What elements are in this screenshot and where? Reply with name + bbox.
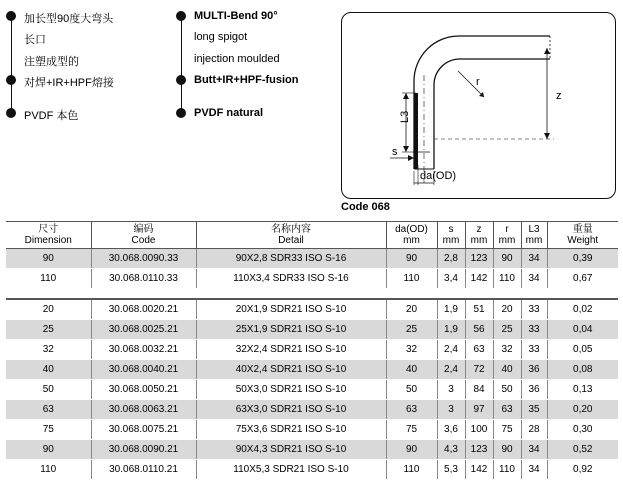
separator-cell	[521, 289, 547, 300]
table-cell: 50X3,0 SDR21 ISO S-10	[196, 380, 386, 400]
column-header-primary: z	[476, 224, 482, 235]
table-cell: 110	[493, 460, 521, 480]
column-header	[465, 222, 493, 249]
table-cell: 90	[386, 440, 437, 460]
table-row	[6, 340, 618, 360]
table-cell: 84	[465, 380, 493, 400]
table-cell: 51	[465, 299, 493, 320]
table-cell: 4,3	[437, 440, 465, 460]
table-cell: 0,13	[547, 380, 618, 400]
l3-label: L3	[399, 110, 411, 123]
bullet-rail	[181, 17, 182, 109]
column-header-secondary: Dimension	[24, 235, 72, 246]
bullet-icon	[176, 11, 186, 21]
table-cell: 75	[493, 420, 521, 440]
table-cell: 40	[493, 360, 521, 380]
column-header-secondary: mm	[525, 235, 543, 246]
table-cell: 33	[521, 320, 547, 340]
separator-cell	[493, 289, 521, 300]
table-cell: 75	[6, 420, 91, 440]
bend-drawing-svg	[342, 13, 617, 200]
column-header-primary: 重量	[572, 224, 593, 235]
desc-zh-line-2: 长口	[24, 34, 46, 46]
table-cell: 90	[6, 249, 91, 269]
table-cell: 56	[465, 320, 493, 340]
column-header	[493, 222, 521, 249]
table-row	[6, 299, 618, 320]
separator-cell	[465, 289, 493, 300]
table-cell: 3	[437, 400, 465, 420]
table-cell: 123	[465, 440, 493, 460]
table-cell: 30.068.0040.21	[91, 360, 196, 380]
table-cell: 0,92	[547, 460, 618, 480]
table-cell: 110	[386, 269, 437, 289]
table-cell: 63	[493, 400, 521, 420]
table-cell: 25X1,9 SDR21 ISO S-10	[196, 320, 386, 340]
table-cell: 142	[465, 269, 493, 289]
table-row	[6, 320, 618, 340]
column-header-primary: 尺寸	[38, 224, 59, 235]
desc-en-line-1: MULTI-Bend 90°	[194, 10, 278, 22]
table-cell: 75X3,6 SDR21 ISO S-10	[196, 420, 386, 440]
table-cell: 30.068.0020.21	[91, 299, 196, 320]
bullet-rail	[11, 17, 12, 109]
table-cell: 36	[521, 380, 547, 400]
bullet-icon	[176, 75, 186, 85]
column-header-secondary: Code	[131, 235, 156, 246]
table-cell: 123	[465, 249, 493, 269]
table-cell: 0,20	[547, 400, 618, 420]
table-cell: 30.068.0075.21	[91, 420, 196, 440]
column-header	[6, 222, 91, 249]
bullet-icon	[176, 108, 186, 118]
table-cell: 142	[465, 460, 493, 480]
s-label: s	[392, 146, 398, 158]
table-header	[6, 222, 618, 249]
table-cell: 0,02	[547, 299, 618, 320]
z-label: z	[556, 90, 562, 102]
separator-cell	[6, 289, 91, 300]
table-cell: 0,67	[547, 269, 618, 289]
table-group-separator	[6, 289, 618, 300]
column-header-secondary: mm	[442, 235, 460, 246]
table-cell: 30.068.0025.21	[91, 320, 196, 340]
table-cell: 2,4	[437, 340, 465, 360]
table-cell: 30.068.0110.33	[91, 269, 196, 289]
s-arrow-icon	[408, 155, 414, 161]
dimension-table	[6, 221, 618, 480]
column-header	[91, 222, 196, 249]
spigot-wall	[414, 93, 418, 169]
table-row	[6, 400, 618, 420]
table-row	[6, 249, 618, 269]
separator-cell	[196, 289, 386, 300]
column-header	[437, 222, 465, 249]
desc-zh-line-3: 注塑成型的	[24, 56, 79, 68]
table-row	[6, 420, 618, 440]
table-row	[6, 269, 618, 289]
table-cell: 35	[521, 400, 547, 420]
table-cell: 90	[493, 249, 521, 269]
table-cell: 1,9	[437, 299, 465, 320]
column-header	[547, 222, 618, 249]
table-cell: 20	[493, 299, 521, 320]
r-label: r	[476, 76, 480, 88]
column-header-secondary: mm	[403, 235, 420, 246]
table-cell: 0,08	[547, 360, 618, 380]
separator-cell	[437, 289, 465, 300]
column-header	[521, 222, 547, 249]
table-row	[6, 380, 618, 400]
table-cell: 63	[386, 400, 437, 420]
desc-en-line-5: PVDF natural	[194, 107, 264, 119]
bullet-icon	[6, 75, 16, 85]
table-cell: 50	[493, 380, 521, 400]
table-cell: 30.068.0063.21	[91, 400, 196, 420]
desc-en-line-3: injection moulded	[194, 53, 280, 65]
bend-technical-drawing	[341, 12, 616, 199]
table-cell: 90X4,3 SDR21 ISO S-10	[196, 440, 386, 460]
table-cell: 25	[493, 320, 521, 340]
desc-zh-line-1: 加长型90度大弯头	[24, 13, 114, 25]
column-header-primary: 名称内容	[271, 224, 311, 235]
separator-cell	[547, 289, 618, 300]
table-cell: 5,3	[437, 460, 465, 480]
bullet-icon	[6, 108, 16, 118]
table-cell: 90X2,8 SDR33 ISO S-16	[196, 249, 386, 269]
column-header-primary: s	[448, 224, 454, 235]
column-header-secondary: Detail	[278, 235, 304, 246]
drawing-code-label: Code 068	[341, 201, 390, 213]
table-cell: 3,6	[437, 420, 465, 440]
table-cell: 110X5,3 SDR21 ISO S-10	[196, 460, 386, 480]
separator-cell	[386, 289, 437, 300]
table-cell: 34	[521, 269, 547, 289]
table-cell: 25	[386, 320, 437, 340]
table-cell: 90	[6, 440, 91, 460]
desc-en-line-4: Butt+IR+HPF-fusion	[194, 74, 299, 86]
bend-inner-wall	[434, 59, 550, 169]
table-row	[6, 440, 618, 460]
table-cell: 50	[6, 380, 91, 400]
table-cell: 110	[6, 460, 91, 480]
table-cell: 100	[465, 420, 493, 440]
table-cell: 28	[521, 420, 547, 440]
table-cell: 20	[6, 299, 91, 320]
table-cell: 20	[386, 299, 437, 320]
table-cell: 0,04	[547, 320, 618, 340]
desc-zh-line-4: 对焊+IR+HPF熔接	[24, 77, 114, 89]
table-cell: 36	[521, 360, 547, 380]
table-cell: 75	[386, 420, 437, 440]
table-row	[6, 460, 618, 480]
table-cell: 1,9	[437, 320, 465, 340]
separator-cell	[91, 289, 196, 300]
table-cell: 0,05	[547, 340, 618, 360]
table-cell: 63X3,0 SDR21 ISO S-10	[196, 400, 386, 420]
table-cell: 2,8	[437, 249, 465, 269]
table-cell: 110	[6, 269, 91, 289]
column-header-secondary: mm	[470, 235, 488, 246]
table-cell: 110X3,4 SDR33 ISO S-16	[196, 269, 386, 289]
table-cell: 3	[437, 380, 465, 400]
table-cell: 30.068.0090.21	[91, 440, 196, 460]
table-cell: 0,39	[547, 249, 618, 269]
table-cell: 40	[6, 360, 91, 380]
table-cell: 30.068.0090.33	[91, 249, 196, 269]
desc-en-line-2: long spigot	[194, 31, 248, 43]
da-label: da(OD)	[420, 170, 457, 182]
column-header-primary: da(OD)	[395, 224, 428, 235]
table-cell: 90	[386, 249, 437, 269]
table-cell: 33	[521, 299, 547, 320]
column-header	[386, 222, 437, 249]
column-header-secondary: Weight	[567, 235, 599, 246]
r-dimension-line	[458, 71, 484, 97]
column-header	[196, 222, 386, 249]
table-cell: 20X1,9 SDR21 ISO S-10	[196, 299, 386, 320]
table-cell: 0,52	[547, 440, 618, 460]
table-cell: 63	[465, 340, 493, 360]
table-cell: 30.068.0032.21	[91, 340, 196, 360]
table-cell: 32	[493, 340, 521, 360]
column-header-primary: L3	[528, 224, 540, 235]
table-cell: 72	[465, 360, 493, 380]
table-cell: 34	[521, 460, 547, 480]
desc-zh-line-5: PVDF 本色	[24, 110, 79, 122]
table-cell: 25	[6, 320, 91, 340]
table-cell: 63	[6, 400, 91, 420]
column-header-primary: 编码	[133, 224, 154, 235]
table-body	[6, 249, 618, 480]
table-cell: 32	[386, 340, 437, 360]
table-cell: 97	[465, 400, 493, 420]
table-cell: 32	[6, 340, 91, 360]
table-cell: 34	[521, 440, 547, 460]
table-cell: 2,4	[437, 360, 465, 380]
table-cell: 40X2,4 SDR21 ISO S-10	[196, 360, 386, 380]
table-cell: 90	[493, 440, 521, 460]
table-cell: 40	[386, 360, 437, 380]
table-row	[6, 360, 618, 380]
table-cell: 110	[493, 269, 521, 289]
table-cell: 30.068.0050.21	[91, 380, 196, 400]
bullet-icon	[6, 11, 16, 21]
table-cell: 33	[521, 340, 547, 360]
column-header-primary: r	[505, 224, 509, 235]
table-cell: 110	[386, 460, 437, 480]
table-cell: 0,30	[547, 420, 618, 440]
table-cell: 50	[386, 380, 437, 400]
table-cell: 30.068.0110.21	[91, 460, 196, 480]
table-cell: 32X2,4 SDR21 ISO S-10	[196, 340, 386, 360]
table-cell: 3,4	[437, 269, 465, 289]
table-cell: 34	[521, 249, 547, 269]
column-header-secondary: mm	[498, 235, 516, 246]
